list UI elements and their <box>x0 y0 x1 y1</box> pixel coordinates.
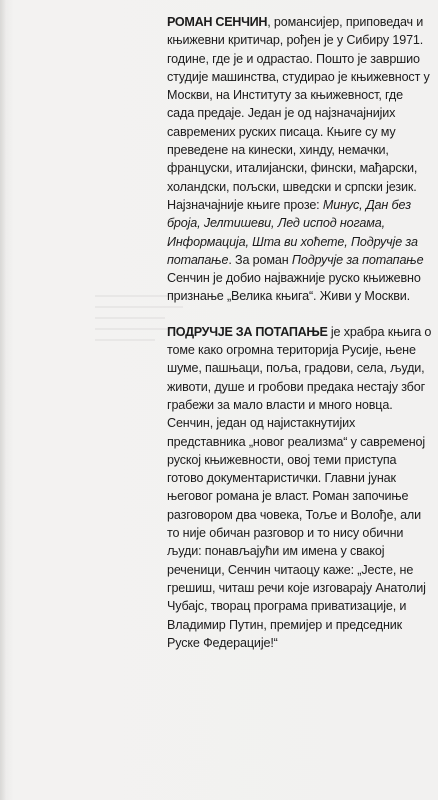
summary-text: је храбра књига о томе како огромна територија Русије, њене шуме, пашњаци, поља, градови, села, људи, животи, душе и гробови предака нестају због грабежи за мало власти и много новца. Сенчин, један од најистакнутијих представника „новог реализма“ у савременој руској књижевности, овој теми приступа готово документаристички. Главни јунак његовог романа је власт. Роман започиње разговором два човека, Тоље и Волође, али то није обичан разговор и то нису обични људи: понављајући им имена у свакој реченици, Сенчин читаоцу каже: „Јесте, не грешиш, читаш речи које изговарају Анатолиј Чубајс, творац програма приватизације, и Владимир Путин, премијер и председник Руске Федерације!“ <box>167 324 432 650</box>
bleed-line <box>95 339 155 341</box>
bio-text-3: Сенчин је добио најважније руско књижевно признање „Велика књига“. Живи у Москви. <box>167 271 421 304</box>
text-column <box>167 13 432 652</box>
author-bio <box>167 13 432 306</box>
book-title: ПОДРУЧЈЕ ЗА ПОТАПАЊЕ <box>167 324 328 339</box>
novel-title: Подручје за потапање <box>291 252 424 267</box>
bio-text-2: . За роман <box>228 252 292 267</box>
page-edge-shadow <box>0 0 6 800</box>
works-list: Минус, Дан без броја, Јелтишеви, Лед испод ногама, Информација, Шта ви хоћете, Подручје за потапање <box>167 197 418 267</box>
bleed-line <box>95 317 165 319</box>
author-name: РОМАН СЕНЧИН <box>167 15 268 29</box>
bio-text-1: , романсијер, приповедач и књижевни критичар, рођен је у Сибиру 1971. године, где је и одрастао. Пошто је завршио студије машинства, студирао је књижевност у Москви, на Институту за књижевност, где сада предаје. Један је од најзначајнијих савремених руских писаца. Књиге су му преведене на кинески, хинду, немачки, француски, италијански, фински, мађарски, холандски, пољски, шведски и српски језик. Најзначајније књиге прозе: <box>167 15 430 212</box>
book-summary <box>167 323 432 652</box>
bleed-line <box>95 295 175 297</box>
